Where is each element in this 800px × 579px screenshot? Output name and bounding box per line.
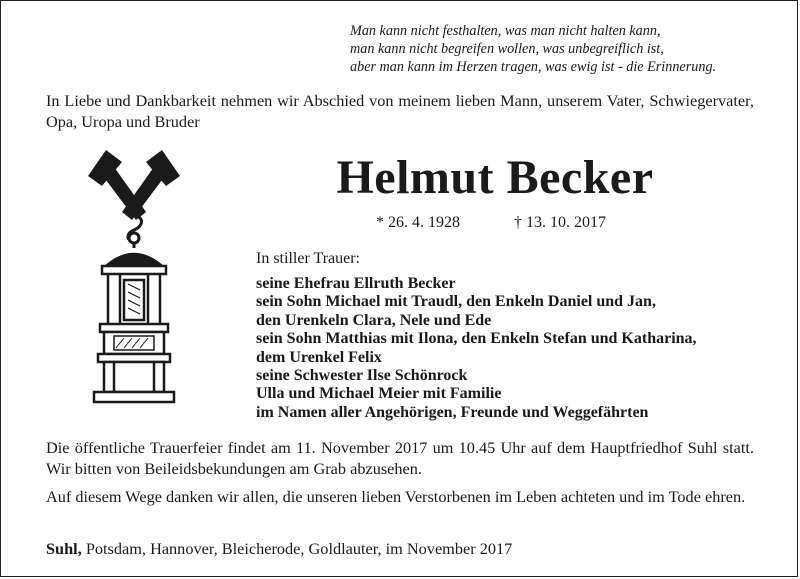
funeral-info: Die öffentliche Trauerfeier findet am 11. November 2017 um 10.45 Uhr auf dem Hauptfriedhof Suhl statt. Wir bitten von Beileidsbekundungen am Grab abzusehen. <box>46 438 754 478</box>
life-dates <box>376 213 606 233</box>
thanks-text: Auf diesem Wege danken wir allen, die unseren lieben Verstorbenen im Leben achteten und im Tode ehren. <box>46 487 746 506</box>
birth-date: * 26. 4. 1928 <box>376 214 460 231</box>
mourner-line: sein Sohn Michael mit Traudl, den Enkeln Daniel und Jan, <box>256 293 656 311</box>
hammer-and-pick-miners-lamp-icon <box>84 150 184 416</box>
mourner-line: seine Ehefrau Ellruth Becker <box>256 275 456 292</box>
mourning-heading: In stiller Trauer: <box>256 250 360 267</box>
memorial-quote <box>350 22 780 76</box>
mourner-line: seine Schwester Ilse Schönrock <box>256 367 468 385</box>
mourner-line: den Urenkeln Clara, Nele und Ede <box>256 311 492 329</box>
death-date: † 13. 10. 2017 <box>514 214 606 231</box>
mourner-line: im Namen aller Angehörigen, Freunde und Weggefährten <box>256 403 649 421</box>
mourner-line: sein Sohn Matthias mit Ilona, den Enkeln Stefan und Katharina, <box>256 330 697 348</box>
quote-line: Man kann nicht festhalten, was man nicht halten kann, <box>350 23 661 39</box>
quote-line: man kann nicht begreifen wollen, was unbegreiflich ist, <box>350 41 664 57</box>
mourner-line: Ulla und Michael Meier mit Familie <box>256 385 502 403</box>
quote-line: aber man kann im Herzen tragen, was ewig ist - die Erinnerung. <box>350 59 717 75</box>
deceased-name: Helmut Becker <box>336 151 654 204</box>
place-rest: Potsdam, Hannover, Bleicherode, Goldlauter, im November 2017 <box>81 539 513 558</box>
place-city: Suhl, <box>46 539 82 558</box>
mourner-line: dem Urenkel Felix <box>256 348 382 366</box>
place-and-date <box>46 538 512 559</box>
intro-text: In Liebe und Dankbarkeit nehmen wir Abschied von meinem lieben Mann, unserem Vater, Schwiegervater, Opa, Uropa und Bruder <box>46 91 754 131</box>
mourners-list <box>256 275 697 422</box>
